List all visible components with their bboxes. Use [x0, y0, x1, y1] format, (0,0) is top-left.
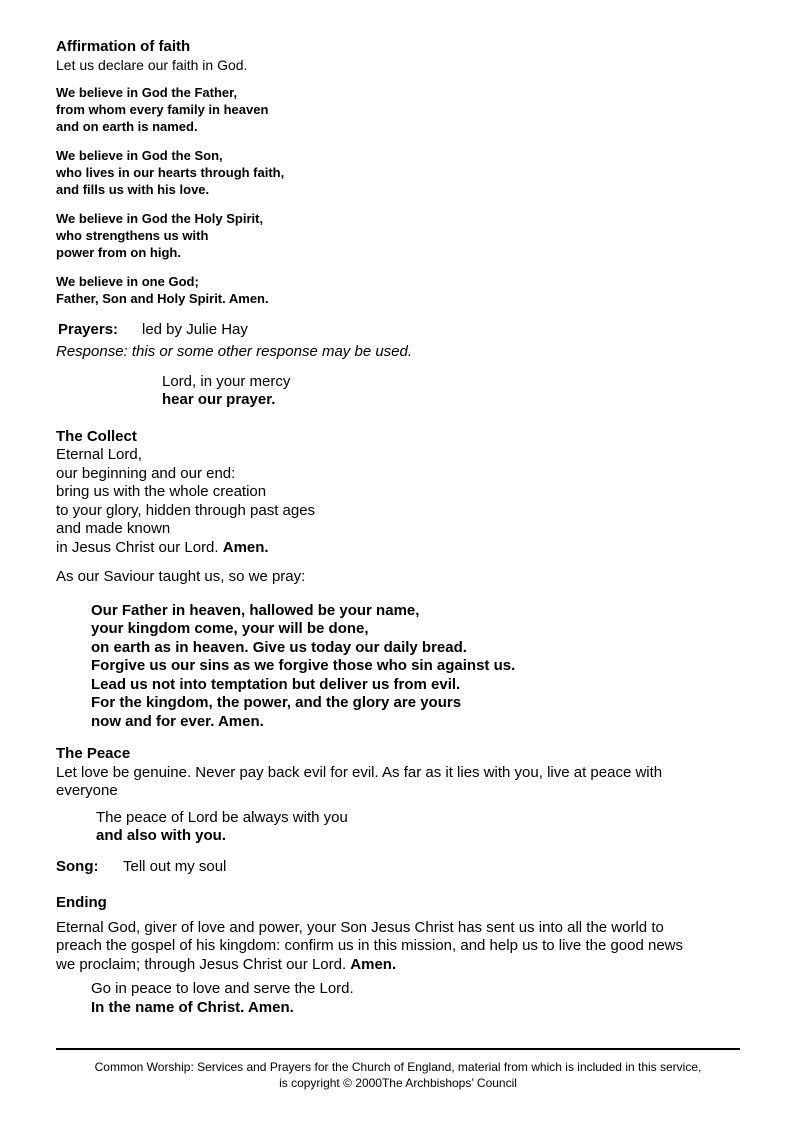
creed-line: from whom every family in heaven: [56, 101, 269, 117]
peace-response: [56, 809, 746, 846]
dismissal-call: Go in peace to love and serve the Lord.: [91, 980, 354, 997]
creed-stanza-3: [56, 210, 746, 261]
peace-response-answer: and also with you.: [96, 827, 227, 844]
creed-line: We believe in God the Father,: [56, 84, 238, 100]
prayers-response-answer: hear our prayer.: [162, 391, 276, 408]
prayers-response: [56, 373, 746, 410]
lords-prayer-line: now and for ever. Amen.: [91, 712, 264, 730]
collect-line: bring us with the whole creation: [56, 483, 267, 500]
peace-response-call: The peace of Lord be always with you: [96, 808, 348, 826]
creed-line: We believe in God the Son,: [56, 147, 223, 163]
peace-text-line: Let love be genuine. Never pay back evil for evil. As far as it lies with you, live at peace with: [56, 763, 663, 781]
creed-line: and fills us with his love.: [56, 181, 210, 197]
affirmation-title: Affirmation of faith: [56, 38, 191, 55]
lords-prayer-line: Forgive us our sins as we forgive those who sin against us.: [91, 657, 516, 674]
prayers-label: Prayers:: [58, 320, 119, 338]
collect-line: and made known: [56, 520, 171, 537]
peace-section: [56, 745, 746, 846]
lords-prayer-line: on earth as in heaven. Give us today our daily bread.: [91, 638, 467, 656]
song-heading: [56, 858, 746, 877]
lords-prayer-section: [56, 568, 746, 731]
lords-prayer-intro: As our Saviour taught us, so we pray:: [56, 568, 306, 585]
creed-line: We believe in God the Holy Spirit,: [56, 210, 264, 226]
creed-line: and on earth is named.: [56, 118, 198, 134]
ending-line: Eternal God, giver of love and power, your Son Jesus Christ has sent us into all the world to: [56, 918, 664, 936]
ending-last-text: we proclaim; through Jesus Christ our Lord.: [56, 955, 351, 973]
collect-last-text: in Jesus Christ our Lord.: [56, 538, 223, 556]
creed-stanza-4: [56, 273, 746, 307]
ending-section: [56, 894, 746, 1017]
song-section: [56, 858, 746, 877]
lords-prayer-line: Our Father in heaven, hallowed be your name,: [91, 601, 420, 619]
prayers-response-note: Response: this or some other response may be used.: [56, 343, 413, 360]
creed-stanza-2: [56, 147, 746, 198]
creed-line: who lives in our hearts through faith,: [56, 164, 285, 180]
song-label: Song:: [56, 857, 99, 875]
ending-amen: Amen.: [350, 955, 397, 973]
ending-prayer: [56, 919, 746, 975]
collect-line: to your glory, hidden through past ages: [56, 501, 316, 519]
ending-title: Ending: [56, 894, 107, 911]
prayers-section: [56, 321, 746, 410]
collect-text: [56, 446, 746, 557]
affirmation-section: [56, 38, 746, 307]
collect-line: our beginning and our end:: [56, 464, 236, 482]
song-title: Tell out my soul: [123, 857, 227, 875]
collect-section: [56, 428, 746, 558]
lords-prayer-line: your kingdom come, your will be done,: [91, 620, 369, 637]
copyright-footer: [56, 1059, 740, 1091]
dismissal-response: In the name of Christ. Amen.: [91, 998, 294, 1016]
creed-line: Father, Son and Holy Spirit. Amen.: [56, 290, 269, 306]
footer-divider: [56, 1048, 740, 1050]
copyright-line: Common Worship: Services and Prayers for the Church of England, material from which is included in this service,: [94, 1060, 702, 1074]
collect-title: The Collect: [56, 427, 137, 445]
creed-line: who strengthens us with: [56, 227, 209, 243]
peace-text-line: everyone: [56, 782, 118, 799]
lords-prayer-text: [56, 602, 746, 732]
ending-line: [56, 956, 746, 975]
collect-amen: Amen.: [222, 538, 269, 556]
peace-title: The Peace: [56, 745, 131, 762]
lords-prayer-line: For the kingdom, the power, and the glory are yours: [91, 694, 462, 711]
creed-line: We believe in one God;: [56, 273, 199, 289]
lords-prayer-line: Lead us not into temptation but deliver us from evil.: [91, 675, 461, 693]
copyright-line: is copyright © 2000The Archbishops’ Council: [279, 1076, 517, 1090]
collect-last-line: [56, 539, 746, 558]
creed-line: power from on high.: [56, 244, 181, 260]
dismissal: [56, 980, 746, 1017]
creed-stanza-1: [56, 84, 746, 135]
prayers-response-call: Lord, in your mercy: [162, 372, 291, 390]
ending-line: preach the gospel of his kingdom: confirm us in this mission, and help us to live the good news: [56, 937, 684, 954]
prayers-leader: led by Julie Hay: [142, 320, 248, 338]
service-sheet-page: [56, 38, 746, 1017]
collect-line: Eternal Lord,: [56, 446, 142, 463]
prayers-heading: [56, 321, 746, 340]
affirmation-intro: Let us declare our faith in God.: [56, 56, 248, 73]
